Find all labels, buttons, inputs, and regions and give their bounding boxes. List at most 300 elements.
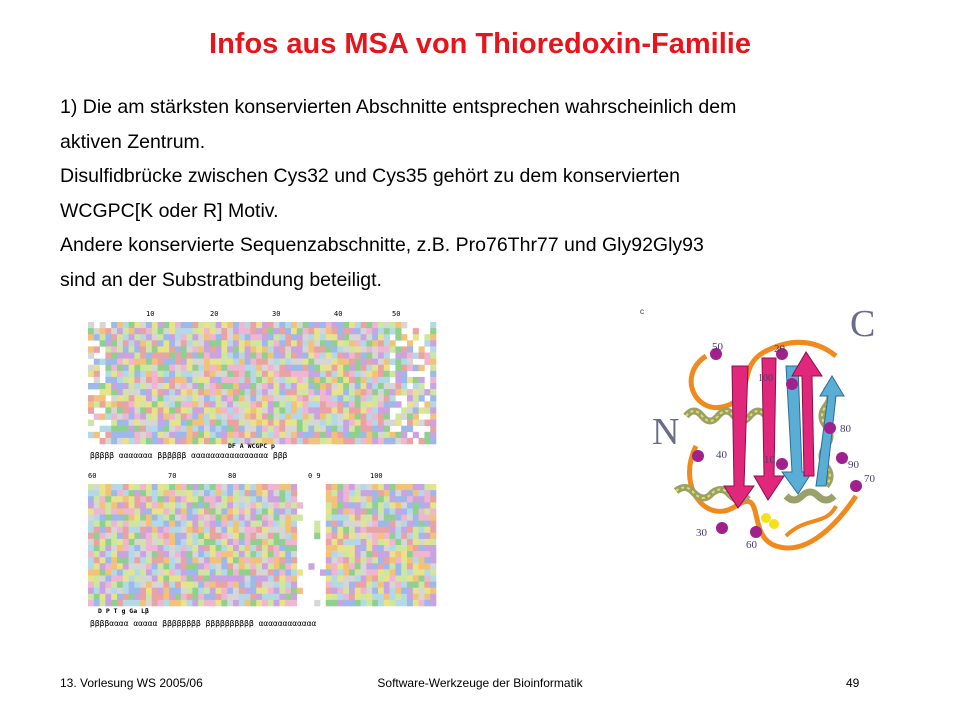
- alignment-cell: [239, 359, 245, 365]
- alignment-cell: [245, 340, 251, 346]
- alignment-cell: [210, 359, 216, 365]
- alignment-cell: [378, 353, 384, 359]
- alignment-cell: [245, 401, 251, 407]
- alignment-cell: [163, 438, 169, 444]
- alignment-cell: [94, 432, 100, 438]
- alignment-cell: [395, 521, 401, 527]
- alignment-cell: [332, 389, 338, 395]
- alignment-cell: [355, 508, 361, 514]
- alignment-cell: [105, 515, 111, 521]
- alignment-cell: [262, 383, 268, 389]
- alignment-cell: [210, 576, 216, 582]
- alignment-cell: [152, 328, 158, 334]
- alignment-cell: [262, 401, 268, 407]
- alignment-cell: [88, 395, 94, 401]
- alignment-cell: [279, 490, 285, 496]
- alignment-cell: [146, 533, 152, 539]
- alignment-cell: [227, 389, 233, 395]
- alignment-cell: [158, 371, 164, 377]
- alignment-cell: [250, 539, 256, 545]
- alignment-cell: [326, 401, 332, 407]
- alignment-cell: [204, 346, 210, 352]
- alignment-cell: [245, 328, 251, 334]
- alignment-cell: [221, 383, 227, 389]
- alignment-cell: [134, 377, 140, 383]
- alignment-cell: [245, 426, 251, 432]
- alignment-cell: [262, 539, 268, 545]
- alignment-cell: [337, 328, 343, 334]
- alignment-cell: [216, 582, 222, 588]
- alignment-cell: [314, 340, 320, 346]
- alignment-cell: [216, 395, 222, 401]
- body-text: [60, 90, 910, 297]
- alignment-cell: [146, 582, 152, 588]
- alignment-cell: [94, 515, 100, 521]
- alignment-cell: [349, 600, 355, 606]
- alignment-cell: [111, 322, 117, 328]
- alignment-cell: [366, 420, 372, 426]
- alignment-cell: [100, 576, 106, 582]
- alignment-cell: [256, 600, 262, 606]
- alignment-cell: [216, 515, 222, 521]
- alignment-cell: [395, 545, 401, 551]
- alignment-cell: [430, 432, 436, 438]
- alignment-cell: [105, 533, 111, 539]
- alignment-cell: [192, 359, 198, 365]
- alignment-cell: [268, 340, 274, 346]
- alignment-cell: [285, 371, 291, 377]
- alignment-cell: [117, 328, 123, 334]
- alignment-cell: [152, 527, 158, 533]
- alignment-cell: [245, 359, 251, 365]
- alignment-cell: [88, 365, 94, 371]
- alignment-cell: [430, 484, 436, 490]
- alignment-cell: [204, 353, 210, 359]
- alignment-cell: [407, 389, 413, 395]
- alignment-cell: [262, 496, 268, 502]
- alignment-top-grid: [88, 322, 436, 444]
- alignment-cell: [181, 407, 187, 413]
- alignment-cell: [163, 353, 169, 359]
- alignment-cell: [285, 383, 291, 389]
- alignment-cell: [100, 594, 106, 600]
- alignment-cell: [129, 401, 135, 407]
- alignment-cell: [390, 420, 396, 426]
- alignment-cell: [355, 551, 361, 557]
- alignment-cell: [378, 438, 384, 444]
- alignment-cell: [134, 328, 140, 334]
- alignment-cell: [297, 340, 303, 346]
- alignment-cell: [181, 545, 187, 551]
- alignment-cell: [198, 515, 204, 521]
- alignment-cell: [192, 432, 198, 438]
- alignment-cell: [181, 588, 187, 594]
- alignment-cell: [88, 502, 94, 508]
- alignment-cell: [401, 365, 407, 371]
- alignment-cell: [401, 569, 407, 575]
- alignment-cell: [221, 594, 227, 600]
- alignment-cell: [192, 407, 198, 413]
- alignment-cell: [320, 340, 326, 346]
- alignment-cell: [268, 334, 274, 340]
- alignment-cell: [152, 438, 158, 444]
- alignment-cell: [395, 346, 401, 352]
- alignment-cell: [390, 600, 396, 606]
- alignment-cell: [337, 600, 343, 606]
- alignment-cell: [262, 551, 268, 557]
- alignment-cell: [140, 438, 146, 444]
- alignment-cell: [407, 508, 413, 514]
- body-line: Andere konservierte Sequenzabschnitte, z.B. Pro76Thr77 und Gly92Gly93: [60, 234, 704, 256]
- alignment-cell: [407, 582, 413, 588]
- alignment-cell: [204, 420, 210, 426]
- alignment-cell: [274, 576, 280, 582]
- alignment-cell: [210, 545, 216, 551]
- alignment-cell: [291, 588, 297, 594]
- alignment-cell: [158, 533, 164, 539]
- alignment-cell: [262, 521, 268, 527]
- alignment-cell: [390, 328, 396, 334]
- alignment-cell: [175, 377, 181, 383]
- alignment-cell: [314, 365, 320, 371]
- alignment-cell: [337, 551, 343, 557]
- alignment-cell: [413, 414, 419, 420]
- alignment-cell: [407, 407, 413, 413]
- alignment-cell: [395, 365, 401, 371]
- alignment-cell: [239, 322, 245, 328]
- alignment-cell: [303, 334, 309, 340]
- alignment-cell: [355, 365, 361, 371]
- alignment-cell: [105, 496, 111, 502]
- alignment-cell: [111, 383, 117, 389]
- alignment-cell: [274, 371, 280, 377]
- alignment-cell: [169, 508, 175, 514]
- alignment-cell: [326, 420, 332, 426]
- alignment-cell: [204, 359, 210, 365]
- alignment-cell: [424, 508, 430, 514]
- alignment-cell: [384, 515, 390, 521]
- alignment-cell: [105, 389, 111, 395]
- alignment-cell: [140, 533, 146, 539]
- alignment-cell: [88, 563, 94, 569]
- alignment-cell: [326, 359, 332, 365]
- alignment-cell: [395, 420, 401, 426]
- alignment-cell: [175, 496, 181, 502]
- alignment-cell: [401, 414, 407, 420]
- alignment-cell: [169, 551, 175, 557]
- alignment-cell: [285, 322, 291, 328]
- alignment-cell: [303, 401, 309, 407]
- alignment-cell: [395, 588, 401, 594]
- alignment-cell: [250, 334, 256, 340]
- alignment-cell: [320, 438, 326, 444]
- alignment-cell: [152, 569, 158, 575]
- alignment-cell: [192, 389, 198, 395]
- alignment-cell: [210, 334, 216, 340]
- alignment-cell: [123, 371, 129, 377]
- alignment-cell: [221, 334, 227, 340]
- alignment-cell: [221, 414, 227, 420]
- alignment-cell: [88, 407, 94, 413]
- alignment-cell: [413, 515, 419, 521]
- alignment-cell: [245, 515, 251, 521]
- alignment-cell: [123, 365, 129, 371]
- alignment-cell: [117, 588, 123, 594]
- alignment-cell: [349, 353, 355, 359]
- alignment-cell: [134, 407, 140, 413]
- alignment-cell: [181, 533, 187, 539]
- alignment-cell: [262, 346, 268, 352]
- alignment-cell: [233, 533, 239, 539]
- alignment-cell: [395, 484, 401, 490]
- alignment-cell: [361, 551, 367, 557]
- alignment-cell: [384, 576, 390, 582]
- alignment-cell: [140, 340, 146, 346]
- alignment-cell: [297, 395, 303, 401]
- alignment-cell: [111, 539, 117, 545]
- alignment-cell: [140, 377, 146, 383]
- alignment-cell: [378, 539, 384, 545]
- alignment-cell: [384, 432, 390, 438]
- alignment-cell: [250, 395, 256, 401]
- alignment-cell: [152, 600, 158, 606]
- alignment-cell: [117, 515, 123, 521]
- alignment-cell: [279, 322, 285, 328]
- alignment-cell: [279, 539, 285, 545]
- alignment-cell: [378, 508, 384, 514]
- alignment-cell: [129, 353, 135, 359]
- alignment-cell: [192, 569, 198, 575]
- alignment-cell: [279, 594, 285, 600]
- alignment-cell: [181, 539, 187, 545]
- alignment-cell: [94, 600, 100, 606]
- alignment-cell: [366, 346, 372, 352]
- alignment-cell: [94, 557, 100, 563]
- alignment-cell: [181, 551, 187, 557]
- alignment-cell: [430, 346, 436, 352]
- alignment-cell: [117, 539, 123, 545]
- alignment-cell: [140, 383, 146, 389]
- alignment-cell: [123, 557, 129, 563]
- alignment-cell: [430, 582, 436, 588]
- alignment-cell: [250, 515, 256, 521]
- alignment-cell: [221, 377, 227, 383]
- alignment-cell: [210, 521, 216, 527]
- alignment-cell: [274, 600, 280, 606]
- alignment-cell: [401, 508, 407, 514]
- alignment-cell: [262, 340, 268, 346]
- alignment-cell: [88, 588, 94, 594]
- alignment-cell: [158, 594, 164, 600]
- alignment-cell: [187, 322, 193, 328]
- alignment-cell: [163, 346, 169, 352]
- alignment-cell: [349, 322, 355, 328]
- alignment-bottom: [88, 470, 450, 632]
- alignment-cell: [181, 401, 187, 407]
- alignment-cell: [192, 490, 198, 496]
- alignment-cell: [361, 594, 367, 600]
- alignment-cell: [407, 557, 413, 563]
- alignment-cell: [233, 432, 239, 438]
- alignment-cell: [233, 395, 239, 401]
- alignment-cell: [216, 414, 222, 420]
- alignment-cell: [216, 401, 222, 407]
- alignment-cell: [221, 340, 227, 346]
- alignment-cell: [343, 594, 349, 600]
- alignment-cell: [146, 365, 152, 371]
- alignment-cell: [227, 365, 233, 371]
- alignment-cell: [407, 365, 413, 371]
- alignment-cell: [94, 551, 100, 557]
- alignment-cell: [192, 328, 198, 334]
- alignment-cell: [245, 346, 251, 352]
- slide-title: Infos aus MSA von Thioredoxin-Familie: [209, 28, 751, 60]
- alignment-cell: [233, 600, 239, 606]
- alignment-cell: [123, 600, 129, 606]
- alignment-cell: [204, 545, 210, 551]
- alignment-cell: [384, 359, 390, 365]
- alignment-cell: [129, 420, 135, 426]
- alignment-cell: [134, 557, 140, 563]
- alignment-cell: [279, 401, 285, 407]
- alignment-cell: [390, 551, 396, 557]
- alignment-cell: [210, 496, 216, 502]
- alignment-cell: [158, 527, 164, 533]
- n-terminus-label: N: [652, 411, 680, 453]
- alignment-cell: [343, 353, 349, 359]
- alignment-cell: [169, 371, 175, 377]
- alignment-cell: [372, 365, 378, 371]
- alignment-cell: [192, 502, 198, 508]
- alignment-cell: [291, 551, 297, 557]
- alignment-cell: [175, 401, 181, 407]
- alignment-cell: [424, 527, 430, 533]
- alignment-cell: [378, 322, 384, 328]
- alignment-cell: [123, 521, 129, 527]
- alignment-cell: [407, 600, 413, 606]
- alignment-cell: [158, 389, 164, 395]
- alignment-cell: [320, 377, 326, 383]
- alignment-cell: [187, 582, 193, 588]
- alignment-cell: [140, 389, 146, 395]
- alignment-cell: [88, 508, 94, 514]
- residue-number: 50: [712, 341, 723, 353]
- alignment-cell: [378, 365, 384, 371]
- alignment-cell: [129, 395, 135, 401]
- alignment-cell: [245, 594, 251, 600]
- alignment-cell: [395, 576, 401, 582]
- alignment-cell: [279, 371, 285, 377]
- alignment-cell: [326, 557, 332, 563]
- alignment-cell: [140, 582, 146, 588]
- body-line: aktiven Zentrum.: [60, 130, 206, 153]
- alignment-cell: [268, 527, 274, 533]
- alignment-cell: [372, 401, 378, 407]
- alignment-cell: [129, 340, 135, 346]
- alignment-cell: [111, 389, 117, 395]
- alignment-cell: [401, 521, 407, 527]
- alignment-cell: [227, 576, 233, 582]
- alignment-top-position-number: 40: [334, 310, 343, 318]
- alignment-cell: [366, 557, 372, 563]
- alignment-cell: [152, 346, 158, 352]
- alignment-cell: [332, 340, 338, 346]
- alignment-cell: [221, 490, 227, 496]
- alignment-cell: [152, 371, 158, 377]
- alignment-cell: [424, 490, 430, 496]
- alignment-cell: [424, 334, 430, 340]
- body-line: 1) Die am stärksten konservierten Abschnitte entsprechen wahrscheinlich dem: [60, 96, 737, 118]
- alignment-cell: [158, 569, 164, 575]
- alignment-cell: [343, 407, 349, 413]
- alignment-cell: [181, 389, 187, 395]
- alignment-cell: [117, 569, 123, 575]
- alignment-cell: [430, 557, 436, 563]
- alignment-cell: [88, 328, 94, 334]
- alignment-cell: [158, 600, 164, 606]
- alignment-cell: [198, 389, 204, 395]
- residue-number: 90: [848, 459, 859, 471]
- alignment-cell: [413, 365, 419, 371]
- footer-title: Software-Werkzeuge der Bioinformatik: [377, 676, 583, 690]
- alignment-cell: [227, 346, 233, 352]
- alignment-cell: [268, 420, 274, 426]
- alignment-cell: [245, 527, 251, 533]
- alignment-cell: [378, 551, 384, 557]
- alignment-cell: [88, 490, 94, 496]
- alignment-cell: [413, 353, 419, 359]
- alignment-cell: [349, 395, 355, 401]
- alignment-cell: [366, 359, 372, 365]
- alignment-cell: [395, 527, 401, 533]
- alignment-cell: [227, 407, 233, 413]
- alignment-cell: [105, 569, 111, 575]
- alignment-cell: [349, 438, 355, 444]
- alignment-cell: [256, 371, 262, 377]
- alignment-cell: [158, 496, 164, 502]
- alignment-cell: [140, 490, 146, 496]
- alignment-cell: [355, 359, 361, 365]
- alignment-cell: [221, 353, 227, 359]
- alignment-cell: [372, 484, 378, 490]
- alignment-cell: [285, 401, 291, 407]
- alignment-cell: [117, 600, 123, 606]
- alignment-cell: [123, 533, 129, 539]
- alignment-cell: [210, 539, 216, 545]
- alignment-cell: [146, 588, 152, 594]
- alignment-cell: [297, 365, 303, 371]
- alignment-cell: [216, 334, 222, 340]
- alignment-cell: [419, 502, 425, 508]
- alignment-cell: [192, 346, 198, 352]
- alignment-cell: [227, 508, 233, 514]
- alignment-cell: [169, 426, 175, 432]
- alignment-cell: [326, 365, 332, 371]
- alignment-cell: [94, 588, 100, 594]
- alignment-cell: [314, 334, 320, 340]
- alignment-cell: [100, 414, 106, 420]
- alignment-cell: [337, 407, 343, 413]
- alignment-cell: [419, 539, 425, 545]
- alignment-cell: [158, 588, 164, 594]
- alignment-cell: [355, 600, 361, 606]
- alignment-cell: [291, 383, 297, 389]
- alignment-cell: [343, 557, 349, 563]
- alignment-cell: [129, 377, 135, 383]
- alignment-cell: [117, 383, 123, 389]
- alignment-cell: [94, 490, 100, 496]
- alignment-cell: [390, 322, 396, 328]
